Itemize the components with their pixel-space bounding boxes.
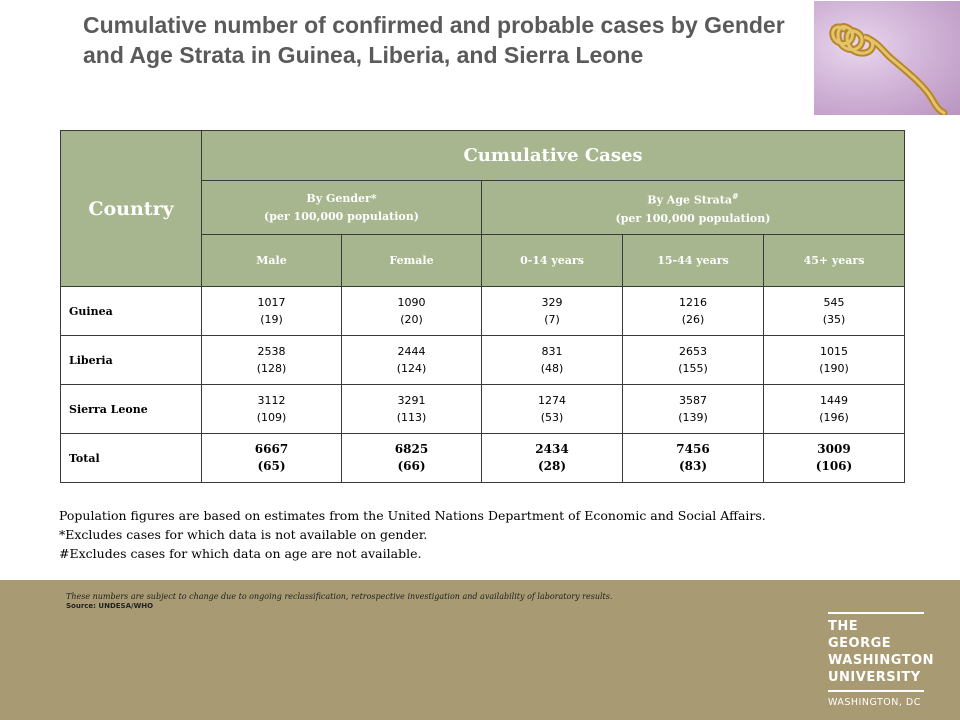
col-header-male: Male bbox=[202, 235, 342, 287]
cell-rate: (65) bbox=[257, 459, 286, 473]
logo-subtitle: WASHINGTON, DC bbox=[828, 697, 921, 708]
cell-count: 545 bbox=[823, 296, 845, 309]
ebola-virus-image bbox=[814, 1, 960, 115]
table-cell bbox=[482, 336, 623, 385]
by-gender-header bbox=[202, 181, 482, 235]
cases-table-container bbox=[60, 130, 904, 483]
table-cell bbox=[623, 336, 764, 385]
logo-line-3: UNIVERSITY bbox=[828, 670, 921, 685]
cell-count: 3112 bbox=[257, 394, 286, 407]
by-age-header bbox=[482, 181, 905, 235]
cell-count: 1274 bbox=[538, 394, 566, 407]
table-row bbox=[61, 336, 905, 385]
cell-rate: (19) bbox=[260, 313, 283, 326]
col-header-female: Female bbox=[342, 235, 482, 287]
table-row bbox=[61, 287, 905, 336]
table-cell bbox=[202, 287, 342, 336]
cell-count: 7456 bbox=[676, 442, 710, 456]
cell-count: 3009 bbox=[817, 442, 851, 456]
col-header-age-0-14: 0-14 years bbox=[482, 235, 623, 287]
by-age-title: By Age Strata bbox=[647, 193, 733, 207]
logo-line-1: THE GEORGE bbox=[828, 619, 892, 651]
ebola-virus-icon bbox=[814, 1, 960, 115]
table-cell bbox=[764, 336, 905, 385]
cell-rate: (28) bbox=[537, 459, 567, 473]
table-cell bbox=[764, 287, 905, 336]
cell-count: 1015 bbox=[820, 345, 848, 358]
table-cell bbox=[623, 434, 764, 483]
cell-rate: (190) bbox=[819, 362, 849, 375]
cell-rate: (20) bbox=[400, 313, 423, 326]
cell-rate: (7) bbox=[544, 313, 560, 326]
by-gender-title: By Gender* bbox=[306, 191, 377, 205]
table-cell bbox=[202, 385, 342, 434]
cases-table bbox=[60, 130, 905, 483]
col-header-age-45-plus: 45+ years bbox=[764, 235, 905, 287]
table-cell bbox=[623, 287, 764, 336]
slide-title: Cumulative number of confirmed and probable cases by Gender and Age Strata in Guinea, Liberia, and Sierra Leone bbox=[83, 12, 785, 68]
cell-count: 2538 bbox=[257, 345, 286, 358]
country-header: Country bbox=[61, 131, 202, 287]
row-label: Guinea bbox=[61, 287, 202, 336]
table-row-total bbox=[61, 434, 905, 483]
cell-count: 831 bbox=[541, 345, 563, 358]
cell-rate: (53) bbox=[540, 411, 564, 424]
cell-count: 3291 bbox=[397, 394, 426, 407]
cell-count: 1090 bbox=[397, 296, 426, 309]
cell-rate: (128) bbox=[256, 362, 287, 375]
table-cell bbox=[342, 434, 482, 483]
table-cell bbox=[202, 336, 342, 385]
table-cell bbox=[623, 385, 764, 434]
cell-rate: (106) bbox=[815, 459, 853, 473]
table-cell bbox=[342, 287, 482, 336]
cell-rate: (26) bbox=[681, 313, 705, 326]
cell-count: 1449 bbox=[820, 394, 848, 407]
by-age-unit: (per 100,000 population) bbox=[615, 211, 771, 225]
row-label: Liberia bbox=[61, 336, 202, 385]
footnote-age: #Excludes cases for which data on age are not available. bbox=[59, 546, 422, 561]
table-cell bbox=[482, 434, 623, 483]
cell-rate: (196) bbox=[819, 411, 849, 424]
table-cell bbox=[202, 434, 342, 483]
logo-line-2: WASHINGTON bbox=[828, 653, 935, 668]
cell-rate: (155) bbox=[678, 362, 708, 375]
table-cell bbox=[482, 287, 623, 336]
logo-wordmark bbox=[828, 614, 935, 690]
cell-rate: (48) bbox=[540, 362, 564, 375]
cell-rate: (113) bbox=[396, 411, 427, 424]
footer-band bbox=[0, 580, 960, 720]
table-cell bbox=[764, 434, 905, 483]
cell-count: 1216 bbox=[679, 296, 707, 309]
footnote-gender: *Excludes cases for which data is not available on gender. bbox=[59, 527, 428, 542]
cell-count: 3587 bbox=[679, 394, 707, 407]
table-cell bbox=[482, 385, 623, 434]
footnotes bbox=[59, 506, 909, 563]
cell-count: 6825 bbox=[394, 442, 429, 456]
cell-count: 2653 bbox=[679, 345, 707, 358]
cell-rate: (109) bbox=[256, 411, 287, 424]
row-label: Total bbox=[61, 434, 202, 483]
table-row bbox=[61, 385, 905, 434]
cell-count: 6667 bbox=[254, 442, 289, 456]
cell-rate: (139) bbox=[678, 411, 708, 424]
source-text: Source: UNDESA/WHO bbox=[66, 602, 154, 610]
disclaimer-text: These numbers are subject to change due to ongoing reclassification, retrospective investigation and availability of laboratory results. bbox=[66, 592, 613, 601]
cell-rate: (35) bbox=[822, 313, 846, 326]
cell-count: 2434 bbox=[535, 442, 569, 456]
cumulative-cases-header: Cumulative Cases bbox=[202, 131, 905, 181]
row-label: Sierra Leone bbox=[61, 385, 202, 434]
cell-count: 1017 bbox=[257, 296, 286, 309]
cell-count: 329 bbox=[541, 296, 563, 309]
by-age-mark: # bbox=[732, 191, 739, 202]
cell-rate: (124) bbox=[396, 362, 427, 375]
by-gender-unit: (per 100,000 population) bbox=[264, 209, 419, 223]
table-cell bbox=[342, 385, 482, 434]
cell-rate: (83) bbox=[678, 459, 708, 473]
gwu-logo bbox=[828, 612, 935, 708]
col-header-age-15-44: 15-44 years bbox=[623, 235, 764, 287]
footnote-population: Population figures are based on estimates from the United Nations Department of Economic and Social Affairs. bbox=[59, 508, 766, 523]
cell-rate: (66) bbox=[397, 459, 426, 473]
cell-count: 2444 bbox=[397, 345, 426, 358]
table-cell bbox=[342, 336, 482, 385]
table-cell bbox=[764, 385, 905, 434]
